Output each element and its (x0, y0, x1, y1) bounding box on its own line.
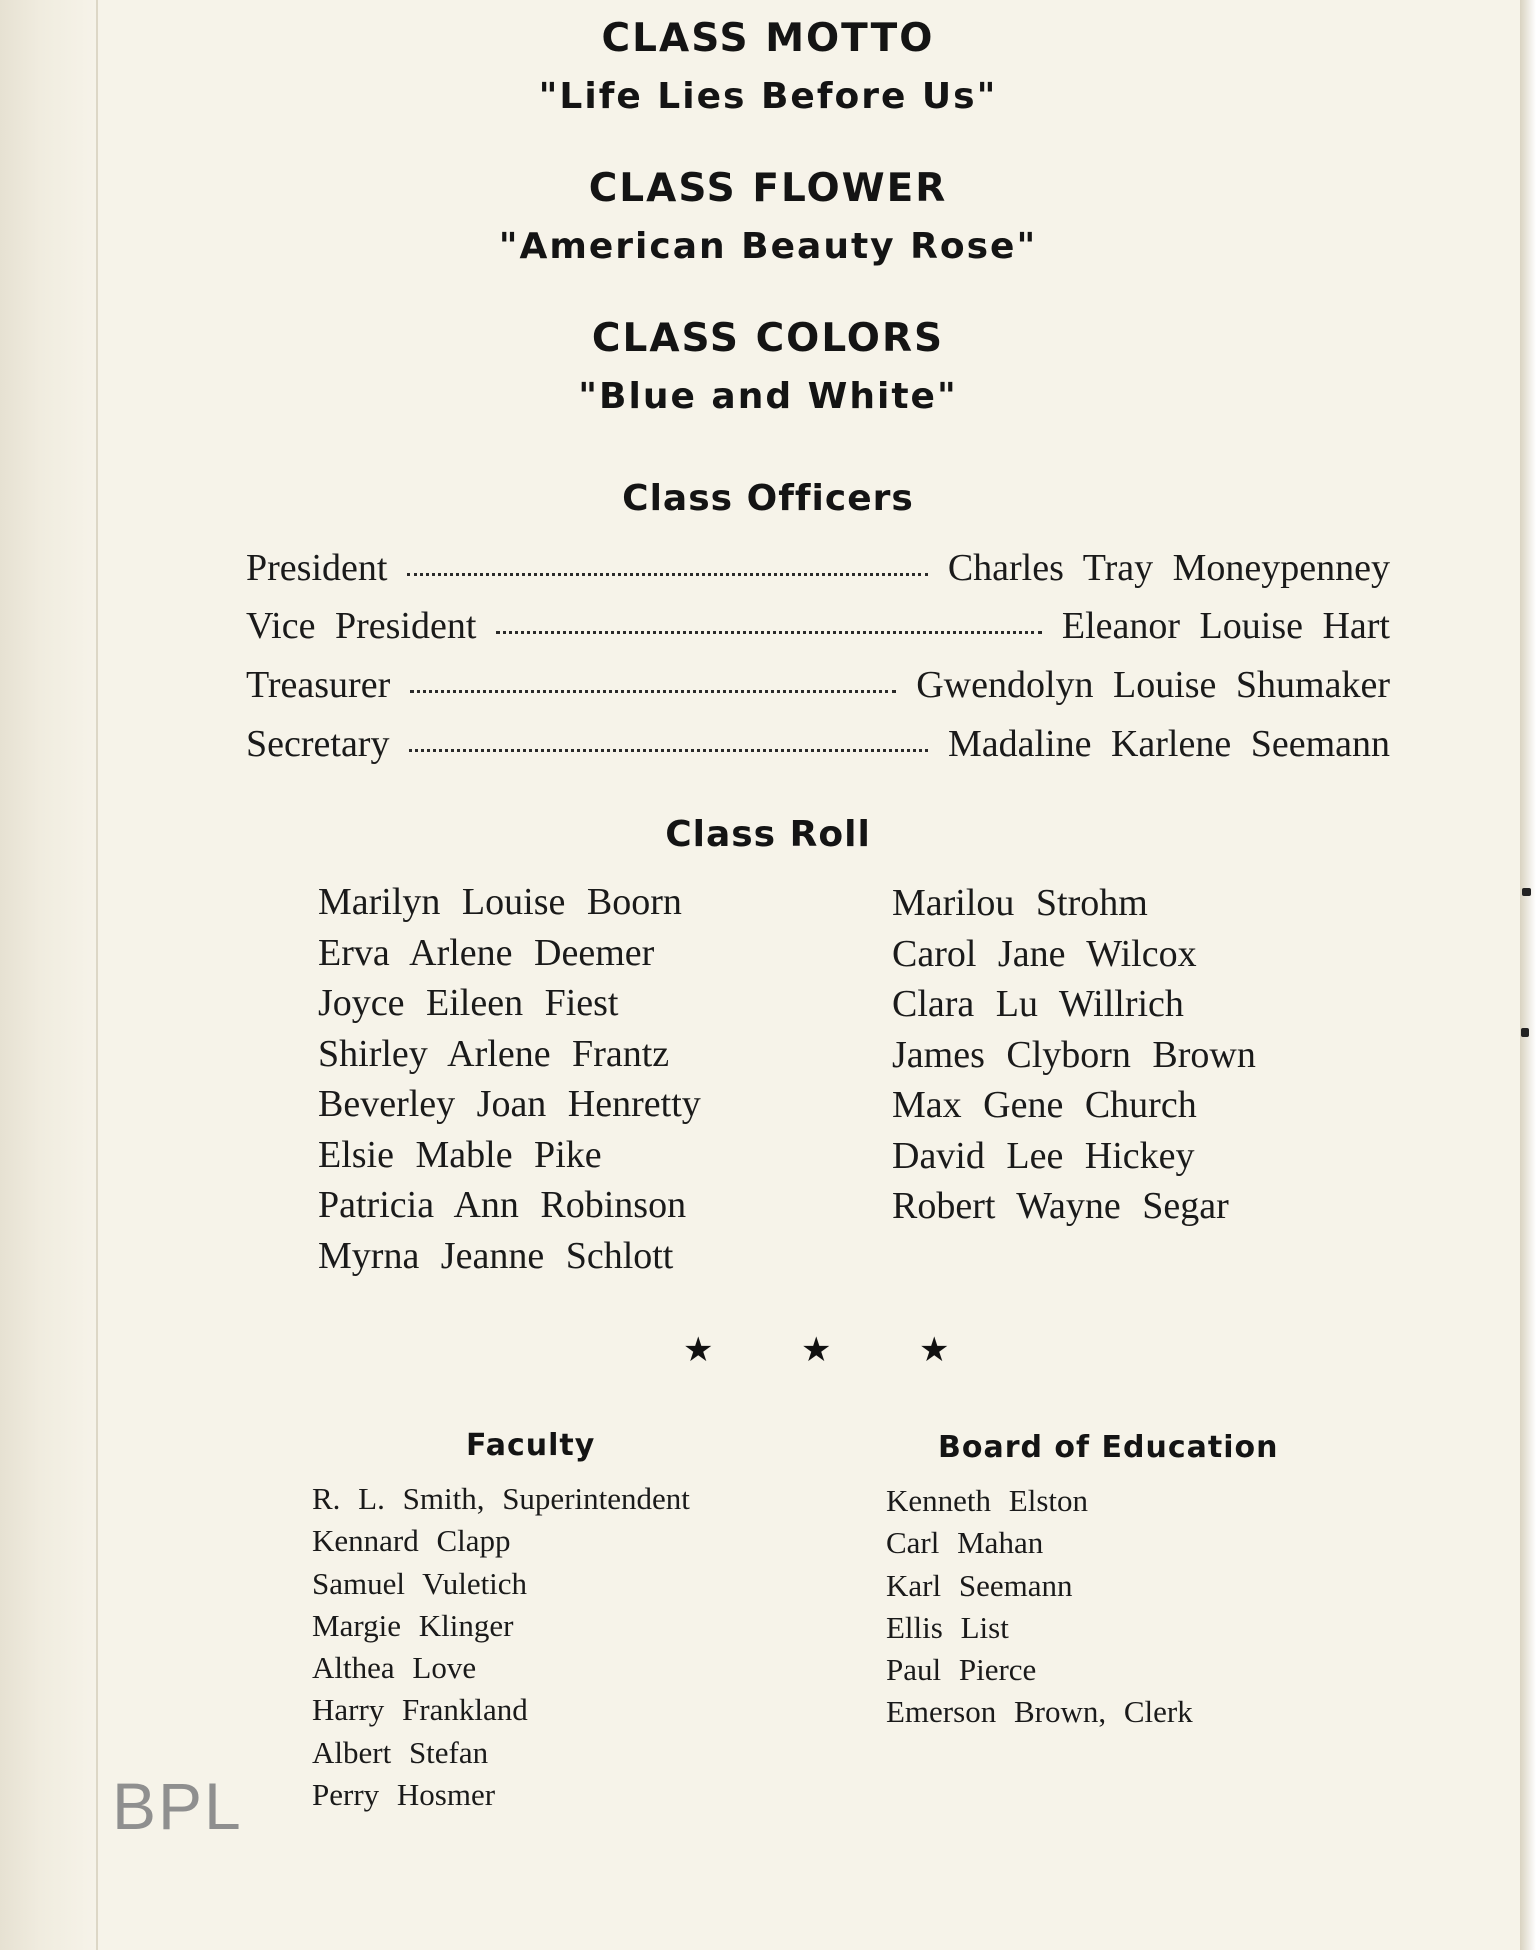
colors-heading: CLASS COLORS (591, 316, 945, 361)
flower-value: "American Beauty Rose" (498, 226, 1038, 267)
roll-name: Erva Arlene Deemer (318, 931, 655, 974)
board-member: Kenneth Elston (886, 1483, 1088, 1518)
board-member: Ellis List (886, 1609, 1009, 1645)
officer-row-secretary (246, 722, 1390, 772)
roll-name: Carol Jane Wilcox (892, 932, 1197, 975)
faculty-heading: Faculty (466, 1428, 596, 1463)
officer-row-vice-president (246, 604, 1390, 654)
officer-title: President (246, 547, 388, 589)
roll-name: Patricia Ann Robinson (318, 1184, 687, 1226)
faculty-member: Albert Stefan (312, 1734, 489, 1770)
roll-name: Clara Lu Willrich (892, 983, 1184, 1025)
officer-name: Madaline Karlene Seemann (947, 723, 1390, 765)
roll-name: Marilyn Louise Boorn (318, 881, 682, 923)
page-right-edge (1520, 0, 1536, 1950)
roll-left-column (318, 877, 701, 1281)
officer-name: Gwendolyn Louise Shumaker (916, 664, 1390, 706)
dot-leader (407, 573, 927, 576)
roll-right-column (892, 878, 1256, 1232)
dot-leader (410, 690, 896, 693)
roll-name: Elsie Mable Pike (318, 1133, 602, 1176)
faculty-member: Kennard Clapp (312, 1523, 511, 1559)
motto-value: "Life Lies Before Us" (538, 76, 998, 117)
faculty-member: Harry Frankland (312, 1692, 528, 1728)
board-member: Karl Seemann (886, 1567, 1073, 1603)
star-icon: ★ (683, 1330, 714, 1370)
officer-name: Charles Tray Moneypenney (947, 547, 1390, 589)
board-heading: Board of Education (938, 1430, 1279, 1465)
roll-name: Max Gene Church (892, 1084, 1197, 1126)
dot-leader (496, 631, 1042, 634)
star-divider (0, 1330, 1536, 1380)
faculty-member: Margie Klinger (312, 1607, 514, 1643)
officer-title: Secretary (246, 723, 390, 765)
roll-name: Robert Wayne Segar (892, 1185, 1229, 1227)
officer-row-president (246, 546, 1390, 596)
star-icon: ★ (919, 1330, 950, 1370)
officer-row-treasurer (246, 663, 1390, 713)
faculty-list (312, 1478, 690, 1816)
colors-value: "Blue and White" (578, 376, 958, 417)
faculty-member: R. L. Smith, Superintendent (312, 1481, 690, 1516)
page-gutter-shadow (0, 0, 96, 1950)
faculty-member: Samuel Vuletich (312, 1565, 528, 1601)
dot-leader (409, 749, 927, 752)
roll-name: Marilou Strohm (892, 882, 1148, 924)
roll-heading: Class Roll (665, 814, 871, 855)
roll-name: Joyce Eileen Fiest (318, 982, 619, 1024)
roll-name: James Clyborn Brown (892, 1033, 1256, 1076)
star-icon: ★ (801, 1330, 832, 1370)
board-list (886, 1480, 1193, 1734)
officer-title: Treasurer (246, 664, 391, 706)
flower-heading: CLASS FLOWER (588, 166, 948, 211)
roll-name: Beverley Joan Henretty (318, 1083, 701, 1125)
officers-heading: Class Officers (622, 478, 914, 519)
motto-heading: CLASS MOTTO (601, 16, 935, 61)
faculty-member: Perry Hosmer (312, 1777, 496, 1813)
staple-mark (1522, 888, 1531, 896)
officer-title: Vice President (246, 605, 477, 647)
board-member: Emerson Brown, Clerk (886, 1694, 1193, 1730)
officer-name: Eleanor Louise Hart (1061, 605, 1390, 647)
page-fold-line (96, 0, 98, 1950)
board-member: Paul Pierce (886, 1652, 1037, 1688)
board-member: Carl Mahan (886, 1525, 1044, 1561)
roll-name: David Lee Hickey (892, 1134, 1195, 1177)
roll-name: Myrna Jeanne Schlott (318, 1234, 674, 1277)
staple-mark (1521, 1028, 1529, 1037)
faculty-member: Althea Love (312, 1650, 477, 1686)
roll-name: Shirley Arlene Frantz (318, 1032, 670, 1075)
bpl-watermark: BPL (112, 1769, 243, 1843)
